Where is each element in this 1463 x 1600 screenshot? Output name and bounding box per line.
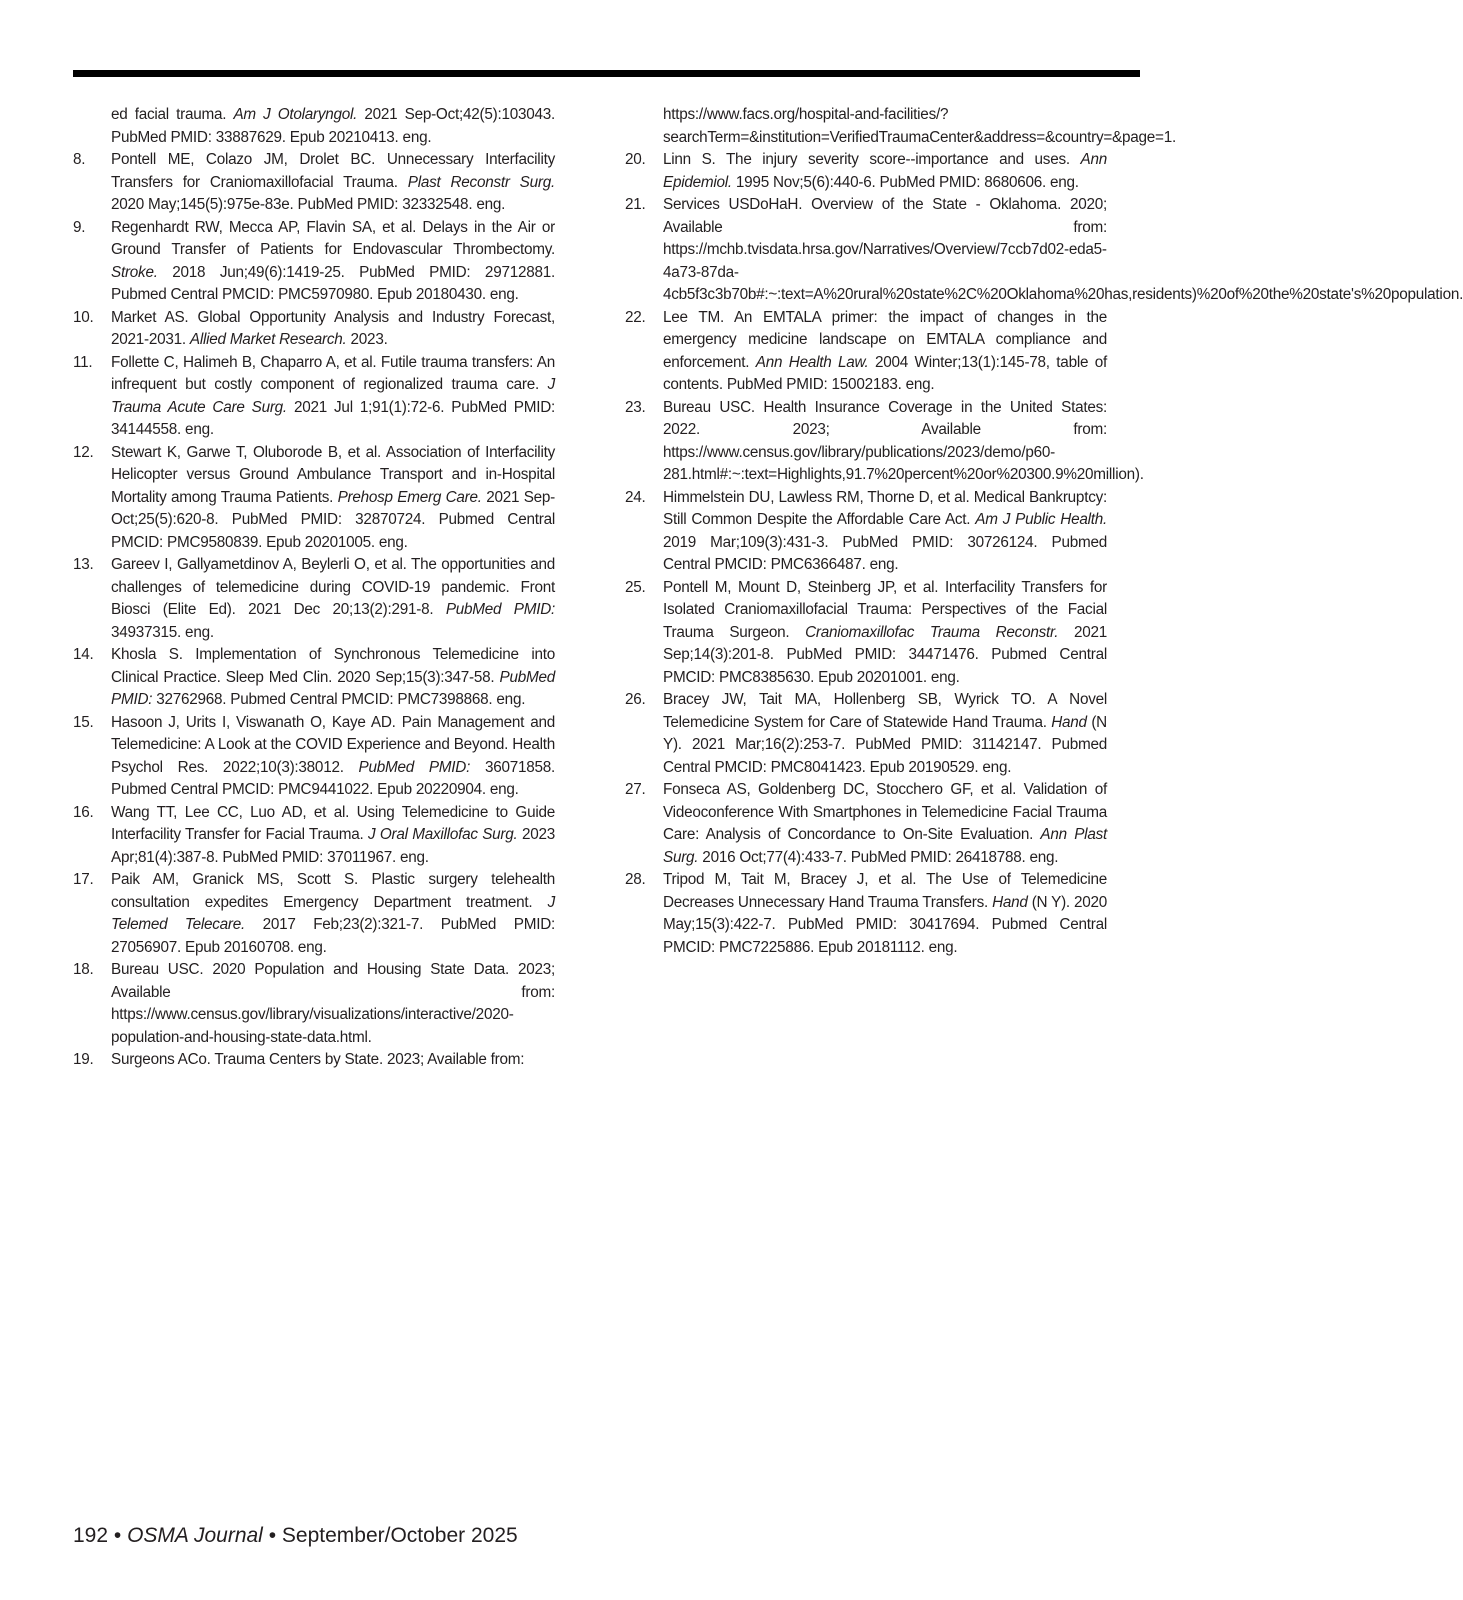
reference-number: 16. xyxy=(73,803,94,821)
reference-item xyxy=(625,104,1176,149)
reference-item xyxy=(73,869,555,959)
reference-journal-title: PubMed PMID: xyxy=(445,601,556,618)
reference-journal-title: Hand xyxy=(1051,713,1087,731)
journal-name: OSMA Journal xyxy=(127,1524,263,1547)
reference-text xyxy=(111,959,555,1049)
reference-text xyxy=(663,577,1107,690)
reference-text xyxy=(663,397,1144,487)
reference-journal-title: Craniomaxillofac Trauma Reconstr. xyxy=(805,623,1059,641)
reference-text-segment: 2020 May;145(5):975e-83e. PubMed PMID: 32332548. eng. xyxy=(111,196,506,213)
reference-text xyxy=(111,307,555,352)
reference-item xyxy=(625,779,1107,869)
reference-text xyxy=(663,869,1107,959)
reference-text-segment: Bracey JW, Tait MA, Hollenberg SB, Wyrick TO. A Novel Telemedicine System for Care of Statewide Hand Trauma. xyxy=(663,691,1107,731)
reference-text-segment: https://www.facs.org/hospital-and-facilities/?searchTerm=&institution=VerifiedTraumaCenter&address=&country=&page=1. xyxy=(663,106,1176,146)
reference-item xyxy=(73,712,555,802)
reference-number: 25. xyxy=(625,578,646,596)
reference-item xyxy=(73,104,555,149)
reference-text-segment: 2004 Winter;13(1):145-78, table of contents. PubMed PMID: 15002183. eng. xyxy=(663,353,1107,393)
reference-number: 27. xyxy=(625,781,646,798)
reference-journal-title: Stroke. xyxy=(111,263,158,281)
page-footer xyxy=(73,1524,518,1548)
reference-item xyxy=(73,307,555,352)
reference-item xyxy=(625,194,1463,307)
reference-number: 14. xyxy=(73,646,94,663)
reference-journal-title: PubMed PMID: xyxy=(111,668,555,708)
reference-journal-title: Allied Market Research. xyxy=(189,331,347,348)
reference-text xyxy=(111,149,555,217)
reference-item xyxy=(625,307,1107,397)
reference-text xyxy=(111,1049,555,1072)
reference-text xyxy=(663,487,1107,577)
reference-text-segment: 32762968. Pubmed Central PMCID: PMC7398868. eng. xyxy=(152,691,526,708)
footer-separator: • xyxy=(262,1524,282,1547)
reference-text-segment: (N Y). 2020 May;15(3):422-7. PubMed PMID: 30417694. Pubmed Central PMCID: PMC7225886. Epub 20181112. eng. xyxy=(663,893,1107,956)
reference-text-segment: Paik AM, Granick MS, Scott S. Plastic surgery telehealth consultation expedites Emergency Department treatment. xyxy=(111,871,555,911)
reference-number: 26. xyxy=(625,691,646,708)
reference-journal-title: Ann Epidemiol. xyxy=(663,151,1107,191)
reference-number: 22. xyxy=(625,308,646,326)
reference-text-segment: Fonseca AS, Goldenberg DC, Stocchero GF, et al. Validation of Videoconference With Smartphones in Telemedicine Facial Trauma Care: Analysis of Concordance to On-Site Evaluation. xyxy=(663,781,1107,843)
reference-text xyxy=(111,802,555,870)
reference-text-segment: Pontell M, Mount D, Steinberg JP, et al. Interfacility Transfers for Isolated Craniomaxillofacial Trauma: Perspectives of the Facial Trauma Surgeon. xyxy=(663,578,1107,641)
reference-number: 24. xyxy=(625,488,646,506)
reference-text-segment: Regenhardt RW, Mecca AP, Flavin SA, et al. Delays in the Air or Ground Transfer of Patients for Endovascular Thrombectomy. xyxy=(111,218,555,258)
reference-text xyxy=(111,217,555,307)
reference-text-segment: Services USDoHaH. Overview of the State - Oklahoma. 2020; Available from: https://mchb.tvisdata.hrsa.gov/Narratives/Overview/7ccb7d02-eda5-4a73-87da-4cb5f3c3b70b#:~:text=A%20rural%20state%2C%20Oklahoma%20has,residents)%20of%20the%20state's%20population. xyxy=(663,196,1463,303)
reference-journal-title: Hand xyxy=(992,893,1028,911)
reference-item xyxy=(73,352,555,442)
reference-text xyxy=(663,194,1463,307)
reference-text-segment: Surgeons ACo. Trauma Centers by State. 2023; Available from: xyxy=(111,1051,525,1068)
reference-text xyxy=(111,352,555,442)
reference-text-segment: ed facial trauma. xyxy=(111,106,234,123)
reference-text-segment: Khosla S. Implementation of Synchronous Telemedicine into Clinical Practice. Sleep Med Clin. 2020 Sep;15(3):347-58. xyxy=(111,646,555,686)
reference-text-segment: Follette C, Halimeh B, Chaparro A, et al. Futile trauma transfers: An infrequent but costly component of regionalized trauma care. xyxy=(111,353,555,393)
reference-text-segment: 2017 Feb;23(2):321-7. PubMed PMID: 27056907. Epub 20160708. eng. xyxy=(111,916,555,956)
reference-number: 8. xyxy=(73,151,86,168)
reference-text-segment: 2018 Jun;49(6):1419-25. PubMed PMID: 29712881. Pubmed Central PMCID: PMC5970980. Epub 20180430. eng. xyxy=(111,263,555,303)
reference-number: 20. xyxy=(625,151,646,168)
reference-number: 13. xyxy=(73,556,94,573)
reference-number: 9. xyxy=(73,218,86,236)
reference-journal-title: Am J Public Health. xyxy=(975,511,1107,528)
reference-item xyxy=(73,554,555,644)
reference-number: 23. xyxy=(625,398,646,416)
reference-journal-title: Ann Health Law. xyxy=(755,353,869,371)
top-rule xyxy=(73,70,1140,77)
reference-text-segment: 2016 Oct;77(4):433-7. PubMed PMID: 26418788. eng. xyxy=(698,848,1059,866)
reference-number: 28. xyxy=(625,871,646,888)
reference-text xyxy=(663,104,1176,149)
reference-number: 10. xyxy=(73,308,94,326)
reference-item xyxy=(73,217,555,307)
issue-date: September/October 2025 xyxy=(281,1524,518,1547)
reference-item xyxy=(625,577,1107,690)
reference-text-segment: Hasoon J, Urits I, Viswanath O, Kaye AD. Pain Management and Telemedicine: A Look at the COVID Experience and Beyond. Health Psychol Res. 2022;10(3):38012. xyxy=(111,713,555,776)
reference-item xyxy=(73,802,555,870)
reference-text-segment: 1995 Nov;5(6):440-6. PubMed PMID: 8680606. eng. xyxy=(731,173,1079,191)
reference-text xyxy=(663,689,1107,779)
reference-item xyxy=(73,442,555,555)
reference-journal-title: Am J Otolaryngol. xyxy=(233,106,358,123)
reference-text xyxy=(663,307,1107,397)
reference-item xyxy=(73,1049,555,1072)
reference-journal-title: Ann Plast Surg. xyxy=(663,826,1107,866)
reference-item xyxy=(73,959,555,1049)
reference-item xyxy=(625,869,1107,959)
reference-number: 18. xyxy=(73,961,94,978)
reference-number: 12. xyxy=(73,443,94,461)
reference-item xyxy=(73,149,555,217)
reference-journal-title: J Oral Maxillofac Surg. xyxy=(368,826,518,843)
reference-text-segment: 2021 Jul 1;91(1):72-6. PubMed PMID: 34144558. eng. xyxy=(111,398,555,438)
reference-text-segment: 2021 Sep-Oct;42(5):103043. PubMed PMID: 33887629. Epub 20210413. eng. xyxy=(111,106,555,146)
reference-number: 15. xyxy=(73,713,94,731)
reference-text-segment: Lee TM. An EMTALA primer: the impact of changes in the emergency medicine landscape on EMTALA compliance and enforcement. xyxy=(663,308,1107,371)
reference-journal-title: Plast Reconstr Surg. xyxy=(407,173,555,191)
reference-number: 11. xyxy=(73,353,93,371)
reference-item xyxy=(625,487,1107,577)
reference-text-segment: 2019 Mar;109(3):431-3. PubMed PMID: 30726124. Pubmed Central PMCID: PMC6366487. eng. xyxy=(663,533,1107,573)
reference-text-segment: Gareev I, Gallyametdinov A, Beylerli O, et al. The opportunities and challenges of telemedicine during COVID-19 pandemic. Front Biosci (Elite Ed). 2021 Dec 20;13(2):291-8. xyxy=(111,556,555,618)
reference-item xyxy=(625,149,1107,194)
reference-text-segment: 34937315. eng. xyxy=(111,623,214,641)
reference-text xyxy=(111,712,555,802)
reference-text-segment: Market AS. Global Opportunity Analysis and Industry Forecast, 2021-2031. xyxy=(111,308,555,348)
footer-separator: • xyxy=(108,1524,128,1547)
reference-item xyxy=(625,689,1107,779)
reference-text-segment: Himmelstein DU, Lawless RM, Thorne D, et al. Medical Bankruptcy: Still Common Despite the Affordable Care Act. xyxy=(663,488,1107,528)
reference-text xyxy=(111,644,555,712)
reference-item xyxy=(73,644,555,712)
reference-text xyxy=(111,869,555,959)
references-right-column xyxy=(625,104,1463,959)
reference-text-segment: 36071858. Pubmed Central PMCID: PMC9441022. Epub 20220904. eng. xyxy=(111,758,556,798)
page-number: 192 xyxy=(73,1524,109,1547)
reference-journal-title: J Trauma Acute Care Surg. xyxy=(111,376,555,416)
reference-journal-title: PubMed PMID: xyxy=(358,758,471,776)
reference-text-segment: 2021 Sep;14(3):201-8. PubMed PMID: 34471476. Pubmed Central PMCID: PMC8385630. Epub 20201001. eng. xyxy=(663,623,1108,686)
reference-number: 17. xyxy=(73,871,94,888)
reference-number: 21. xyxy=(625,196,646,213)
reference-item xyxy=(625,397,1144,487)
reference-text-segment: 2023 Apr;81(4):387-8. PubMed PMID: 37011967. eng. xyxy=(111,826,556,866)
reference-number: 19. xyxy=(73,1051,94,1068)
reference-text xyxy=(663,779,1107,869)
references-left-column xyxy=(73,104,555,1072)
reference-text-segment: Bureau USC. Health Insurance Coverage in the United States: 2022. 2023; Available from: https://www.census.gov/library/publications/2023/demo/p60-281.html#:~:text=Highlights,91.7%20percent%20or%20300.9%20million). xyxy=(663,398,1144,483)
reference-text-segment: 2021 Sep-Oct;25(5):620-8. PubMed PMID: 32870724. Pubmed Central PMCID: PMC9580839. Epub 20201005. eng. xyxy=(111,488,556,551)
reference-text xyxy=(663,149,1107,194)
reference-text-segment: Tripod M, Tait M, Bracey J, et al. The Use of Telemedicine Decreases Unnecessary Hand Trauma Transfers. xyxy=(663,871,1107,911)
reference-text-segment: (N Y). 2021 Mar;16(2):253-7. PubMed PMID: 31142147. Pubmed Central PMCID: PMC8041423. Epub 20190529. eng. xyxy=(663,713,1107,776)
reference-text xyxy=(111,104,555,149)
reference-text-segment: Linn S. The injury severity score--importance and uses. xyxy=(663,151,1081,168)
reference-text xyxy=(111,554,555,644)
reference-text-segment: Bureau USC. 2020 Population and Housing State Data. 2023; Available from: https://www.census.gov/library/visualizations/interactive/2020-population-and-housing-state-data.html. xyxy=(111,961,555,1046)
reference-text-segment: Pontell ME, Colazo JM, Drolet BC. Unnecessary Interfacility Transfers for Craniomaxillofacial Trauma. xyxy=(111,151,555,191)
reference-text-segment: 2023. xyxy=(346,331,388,348)
reference-text xyxy=(111,442,555,555)
reference-journal-title: J Telemed Telecare. xyxy=(111,893,555,933)
reference-text-segment: Wang TT, Lee CC, Luo AD, et al. Using Telemedicine to Guide Interfacility Transfer for Facial Trauma. xyxy=(111,803,555,843)
reference-text-segment: Stewart K, Garwe T, Oluborode B, et al. Association of Interfacility Helicopter versus Ground Ambulance Transport and in-Hospital Mortality among Trauma Patients. xyxy=(111,443,555,506)
reference-journal-title: Prehosp Emerg Care. xyxy=(337,488,482,506)
